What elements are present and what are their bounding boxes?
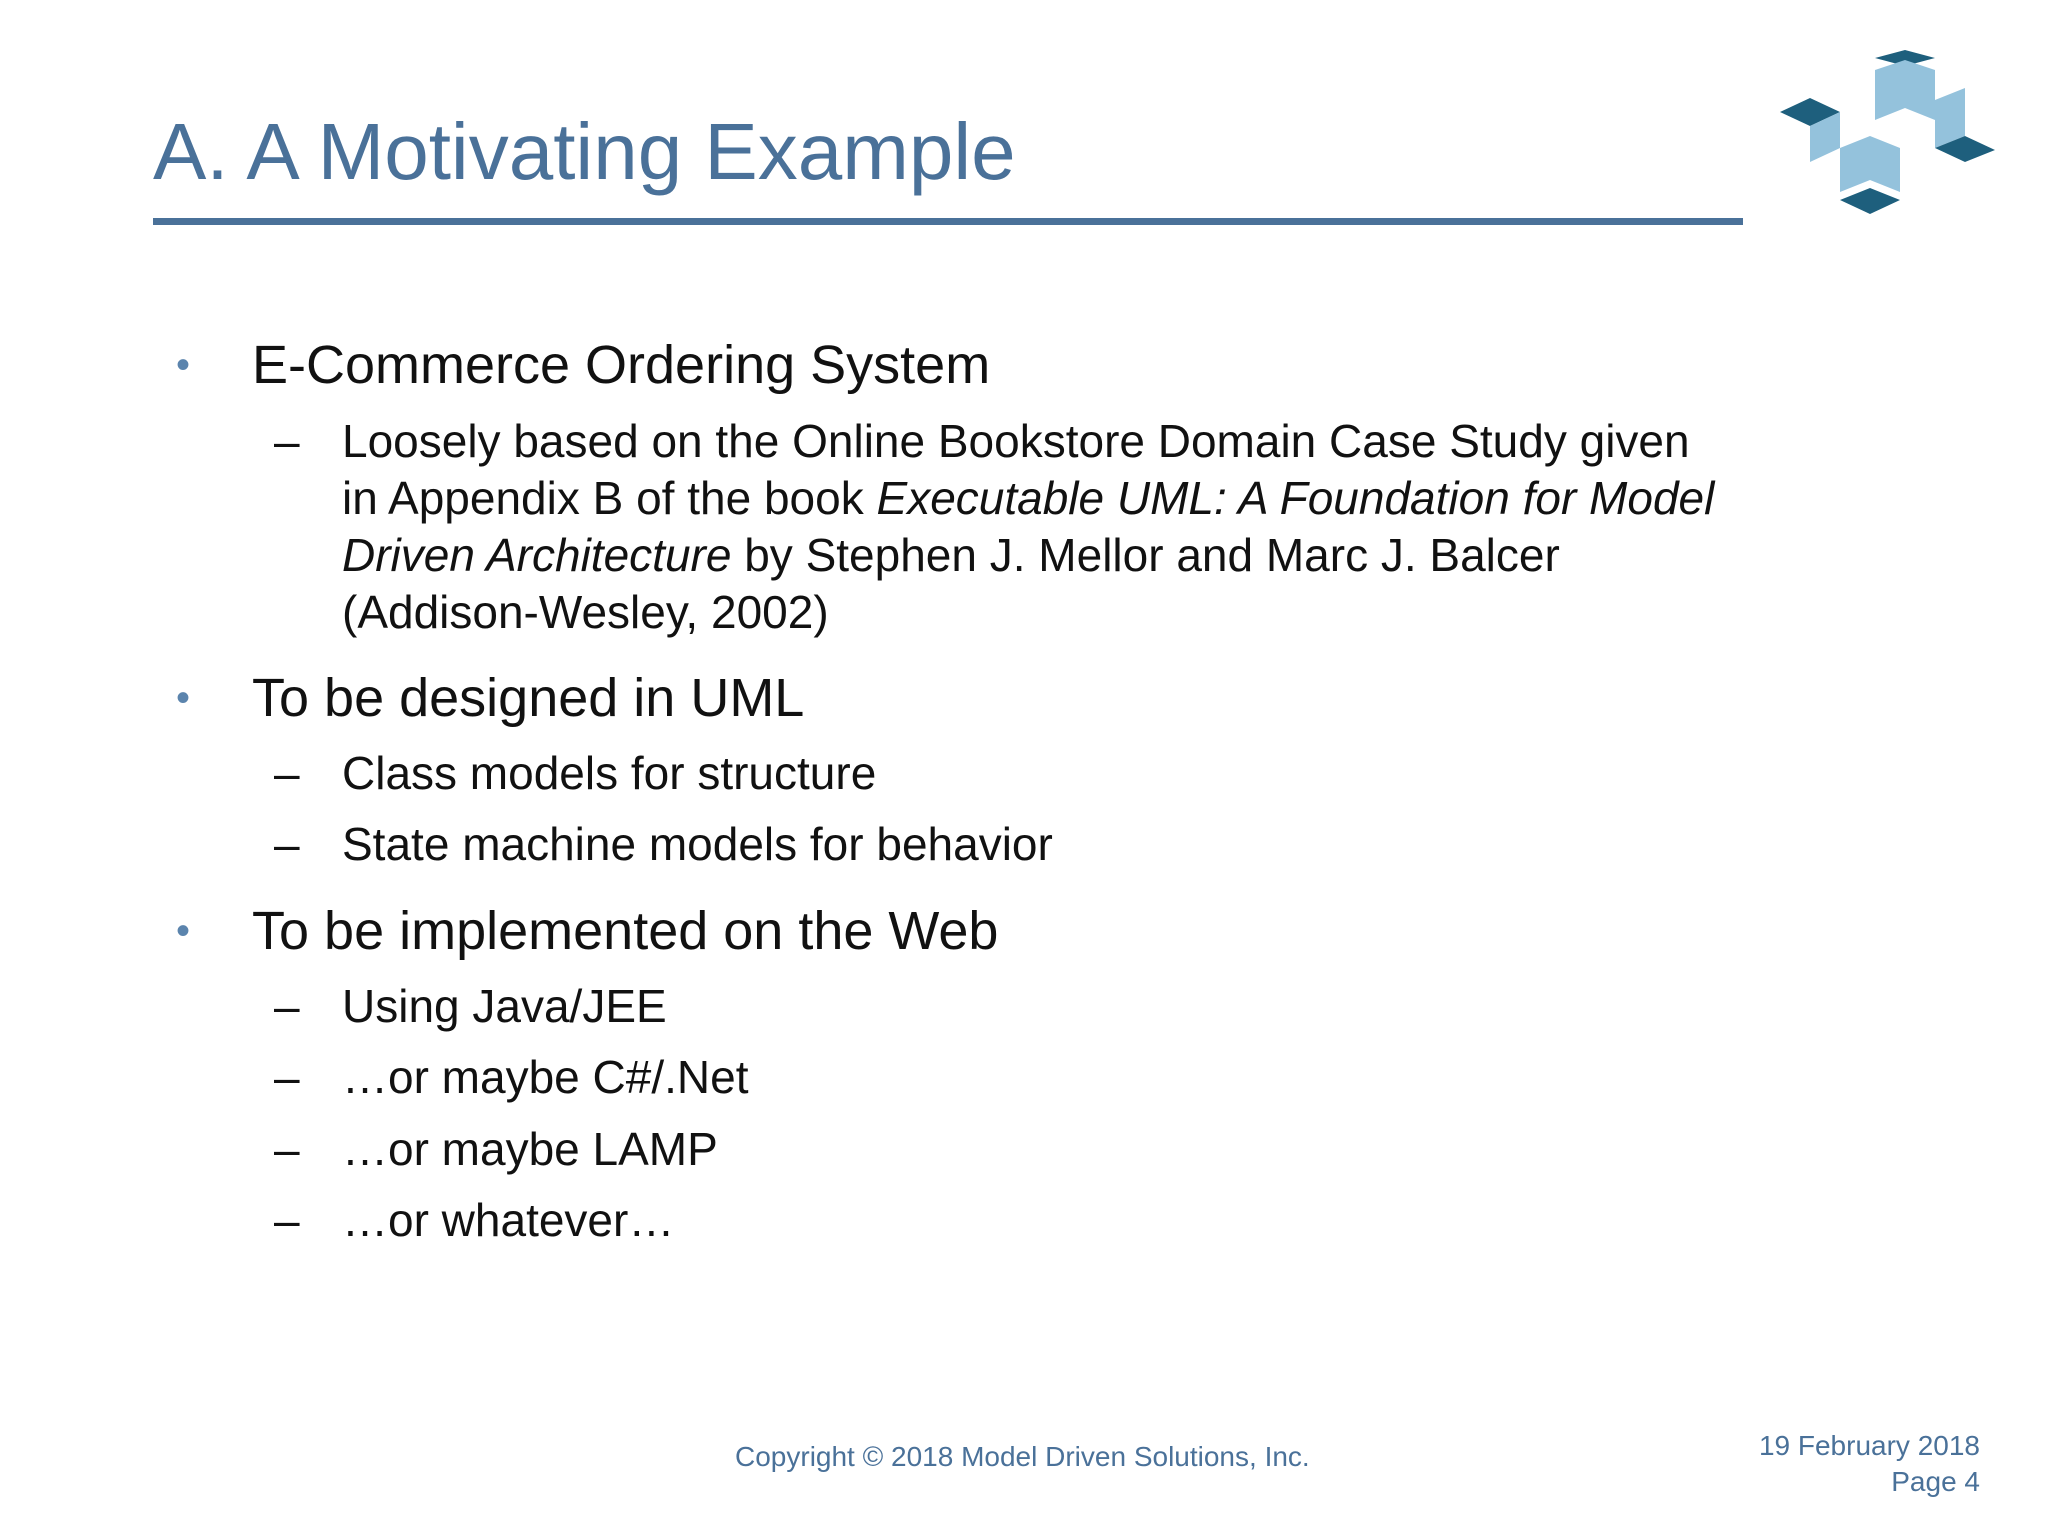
dash-icon: –: [274, 818, 300, 870]
dash-icon: –: [274, 1194, 300, 1246]
slide-title: A. A Motivating Example: [153, 107, 1016, 196]
dash-icon: –: [274, 1123, 300, 1175]
footer-date-page: [1759, 1428, 1980, 1500]
bullet-text: E-Commerce Ordering System: [252, 335, 991, 395]
paragraph-line: (Addison-Wesley, 2002): [342, 586, 829, 638]
bullet-icon: •: [176, 676, 191, 720]
bullet-icon: •: [176, 343, 191, 387]
sub-bullet-text: State machine models for behavior: [342, 818, 1053, 870]
sub-bullet-text: Class models for structure: [342, 747, 877, 799]
footer-date: 19 February 2018: [1758, 1430, 1980, 1461]
dash-icon: –: [274, 747, 300, 799]
footer-copyright: Copyright © 2018 Model Driven Solutions, Inc.: [735, 1441, 1310, 1472]
dash-icon: –: [274, 415, 300, 467]
bullet-text: To be designed in UML: [252, 668, 805, 728]
book-title-italic: Driven Architecture: [342, 529, 732, 581]
sub-bullet-text: …or whatever…: [342, 1194, 675, 1246]
footer-page-number: Page 4: [1891, 1466, 1980, 1497]
sub-bullet-text: Using Java/JEE: [342, 980, 667, 1032]
sub-bullet-paragraph: [342, 413, 1902, 641]
dash-icon: –: [274, 980, 300, 1032]
sub-bullet-text: …or maybe LAMP: [342, 1123, 718, 1175]
paragraph-line: Driven Architecture by Stephen J. Mellor and Marc J. Balcer: [342, 529, 1560, 581]
bullet-text: To be implemented on the Web: [252, 901, 999, 961]
dash-icon: –: [274, 1051, 300, 1103]
paragraph-line: in Appendix B of the book Executable UML: A Foundation for Model: [342, 472, 1715, 524]
paragraph-line: Loosely based on the Online Bookstore Domain Case Study given: [342, 415, 1690, 467]
sub-bullet-text: …or maybe C#/.Net: [342, 1051, 749, 1103]
book-title-italic: Executable UML: A Foundation for Model: [876, 472, 1715, 524]
bullet-icon: •: [176, 909, 191, 953]
